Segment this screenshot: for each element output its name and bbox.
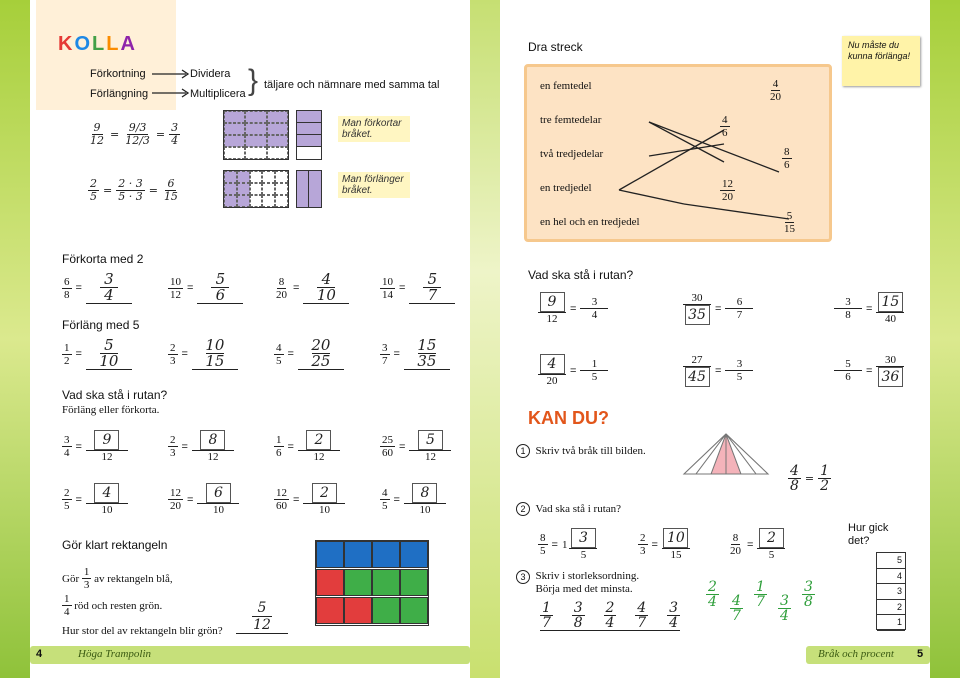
order-answer-fraction[interactable]: $\frac{1}{7}$ <box>756 579 765 610</box>
target-fraction: $\frac{12}{20}$ <box>722 178 733 203</box>
ladder-step[interactable]: 1 <box>877 615 905 631</box>
forkorta-item: $\frac{6}{8}$ = 3 4 <box>62 272 132 304</box>
fraction-part: 8 <box>845 309 851 321</box>
kolla-grid-4 <box>296 170 322 208</box>
rektangel-cell[interactable] <box>372 569 400 596</box>
rutan-right-item: $\frac{30}{35}$ = $\frac{6}{7}$ <box>683 292 753 325</box>
kolla-rule: täljare och nämnare med samma tal <box>264 79 440 91</box>
brace: } <box>248 64 259 97</box>
fraction-part: 6 <box>845 371 851 383</box>
answer-box[interactable]: 9 <box>540 292 565 312</box>
answer-fraction[interactable]: $\frac{2}{10}$ <box>303 483 345 516</box>
answer-fraction[interactable]: $\frac{6}{10}$ <box>197 483 239 516</box>
ladder-step[interactable]: 4 <box>877 569 905 585</box>
answer-fraction[interactable]: 4 10 <box>303 272 349 304</box>
answer-fraction[interactable]: 20 25 <box>298 338 344 370</box>
rutan-right-heading: Vad ska stå i rutan? <box>528 268 634 282</box>
kolla-example-forlang: $\frac{2}{5}$ = $\frac{2 \cdot 3}{5 \cdot 3}$ = $\frac{6}{15}$ <box>90 177 178 203</box>
order-answer-fraction[interactable]: $\frac{2}{4}$ <box>708 579 717 610</box>
rutan-right-item: $\frac{9}{12}$ = $\frac{3}{4}$ <box>538 292 608 325</box>
given-fraction: $\frac{8}{5}$ <box>540 532 546 557</box>
forkortning-label: Förkortning <box>90 68 146 80</box>
page-number-right: 5 <box>917 648 924 660</box>
answer-fraction[interactable]: $\frac{2}{5}$ <box>757 528 785 561</box>
fraction <box>876 354 904 387</box>
order-fraction: $\frac{4}{7}$ <box>637 600 647 631</box>
answer-fraction[interactable]: $\frac{8}{12}$ <box>192 430 234 463</box>
given-fraction: $\frac{12}{60}$ <box>276 487 287 512</box>
kolla-grid-3 <box>223 170 289 208</box>
given-fraction: $\frac{3}{4}$ <box>64 434 70 459</box>
fraction-part: 3 <box>845 296 851 308</box>
answer-fraction[interactable]: $\frac{5}{12}$ <box>409 430 451 463</box>
fraction <box>580 296 608 321</box>
given-fraction: $\frac{2}{3}$ <box>170 341 176 367</box>
whole-number: 1 <box>561 538 568 551</box>
rutan-right-item: $\frac{3}{8}$ = $\frac{15}{40}$ <box>834 292 904 325</box>
rektangel-instructions: Gör $\frac{1}{3}$ av rektangeln blå, $\frac{1}{4}$ röd och resten grön. Hur stor del av rektangeln blir grön? <box>62 566 223 637</box>
rektangel-cell[interactable] <box>316 541 344 568</box>
answer-box[interactable]: 4 <box>540 354 565 374</box>
fraction-part: 30 <box>691 292 703 304</box>
forkorta-heading: Förkorta med 2 <box>62 252 144 266</box>
sticky-note: Nu måste du kunna förlänga! <box>842 36 920 86</box>
rektangel-cell[interactable] <box>344 597 372 624</box>
fraction-part: 5 <box>845 358 851 370</box>
given-fraction: $\frac{2}{5}$ <box>64 487 70 512</box>
right-page-margin <box>930 0 960 678</box>
forlang-item: $\frac{4}{5}$ = 20 25 <box>274 338 344 370</box>
rutan-left-row-1 <box>62 430 462 463</box>
kolla-grid-2 <box>296 110 322 160</box>
book-title: Höga Trampolin <box>78 648 152 660</box>
fraction <box>725 358 753 383</box>
rutan-item: $\frac{1}{6}$ = $\frac{2}{12}$ <box>274 430 340 463</box>
answer-box[interactable]: 36 <box>878 367 903 387</box>
fraction-part: 4 <box>591 309 598 321</box>
kandu-q3-fracs <box>540 601 680 631</box>
rektangel-cell[interactable] <box>316 597 344 624</box>
given-fraction: $\frac{8}{20}$ <box>730 532 741 557</box>
rutan-item: $\frac{12}{60}$ = $\frac{2}{10}$ <box>274 483 345 516</box>
answer-fraction[interactable]: 15 35 <box>404 338 450 370</box>
match-target[interactable] <box>720 114 730 139</box>
rutan-right-grid <box>538 292 918 392</box>
rutan-left-row-2 <box>62 483 462 516</box>
fraction-part: 7 <box>736 309 743 321</box>
answer-fraction[interactable]: 5 10 <box>86 338 132 370</box>
fraction-part: 12 <box>546 313 558 325</box>
fraction-part: 5 <box>736 371 743 383</box>
fraction-part: 30 <box>884 354 896 366</box>
forkorta-item: $\frac{10}{14}$ = 5 7 <box>380 272 455 304</box>
order-fraction: $\frac{2}{4}$ <box>605 600 615 631</box>
answer-fraction[interactable]: 3 4 <box>86 272 132 304</box>
fraction-part: 5 <box>591 371 598 383</box>
fraction-part: 27 <box>691 354 703 366</box>
rektangel-grid[interactable] <box>315 540 429 626</box>
answer-fraction[interactable]: $\frac{9}{12}$ <box>86 430 128 463</box>
forlang-item: $\frac{3}{7}$ = 15 35 <box>380 338 450 370</box>
rutan-left-sub: Förläng eller förkorta. <box>62 404 160 416</box>
given-fraction: $\frac{3}{7}$ <box>382 341 388 367</box>
kolla-title: KOLLA <box>58 33 137 55</box>
dra-streck-fracs <box>720 74 820 234</box>
answer-fraction[interactable]: 5 7 <box>409 272 455 304</box>
ladder-step[interactable]: 2 <box>877 600 905 616</box>
kandu-q2-item: $\frac{8}{20}$ = $\frac{2}{5}$ <box>728 528 785 561</box>
fraction <box>580 358 608 383</box>
fan-diagram <box>676 428 776 478</box>
ladder-step[interactable]: 5 <box>877 553 905 569</box>
kandu-q3-answer <box>706 579 826 624</box>
page-number-left: 4 <box>36 648 43 660</box>
rutan-right-item: $\frac{4}{20}$ = $\frac{1}{5}$ <box>538 354 608 387</box>
answer-fraction[interactable]: $\frac{10}{15}$ <box>662 528 690 561</box>
rutan-item: $\frac{25}{60}$ = $\frac{5}{12}$ <box>380 430 451 463</box>
match-item[interactable]: två tredjedelar <box>540 148 604 160</box>
rektangel-cell[interactable] <box>372 597 400 624</box>
kandu-q1-answer: $\frac{4}{8}$ = $\frac{1}{2}$ <box>790 463 830 494</box>
rutan-right-item: $\frac{5}{6}$ = $\frac{30}{36}$ <box>834 354 904 387</box>
match-target[interactable] <box>768 78 783 103</box>
order-answer-fraction[interactable]: $\frac{4}{7}$ <box>732 593 741 624</box>
forkorta-item: $\frac{10}{12}$ = 5 6 <box>168 272 243 304</box>
match-target[interactable] <box>782 210 797 235</box>
dividera-label: Dividera <box>190 68 231 80</box>
forkorta-item: $\frac{8}{20}$ = 4 10 <box>274 272 349 304</box>
given-fraction: $\frac{1}{2}$ <box>64 341 70 367</box>
fraction-part: 3 <box>736 358 743 370</box>
target-fraction: $\frac{4}{6}$ <box>722 114 728 139</box>
answer-box[interactable]: 15 <box>878 292 903 312</box>
match-target[interactable] <box>720 178 735 203</box>
hur-gick-det: Hur gick det? <box>848 522 889 547</box>
rektangel-cell[interactable] <box>372 541 400 568</box>
fraction-part: 6 <box>736 296 743 308</box>
fraction-part: 20 <box>546 375 558 387</box>
page-gutter <box>470 0 500 678</box>
left-page-margin <box>0 0 30 678</box>
given-fraction: $\frac{2}{3}$ <box>170 434 176 459</box>
given-fraction: $\frac{1}{6}$ <box>276 434 282 459</box>
rektangel-cell[interactable] <box>344 569 372 596</box>
answer-fraction[interactable]: $\frac{4}{10}$ <box>86 483 128 516</box>
match-target[interactable] <box>782 146 792 171</box>
given-fraction: $\frac{10}{12}$ <box>170 275 181 301</box>
kandu-title: KAN DU? <box>528 408 609 428</box>
given-fraction: $\frac{2}{3}$ <box>640 532 646 557</box>
match-item[interactable]: en femtedel <box>540 80 592 92</box>
forkorta-row <box>62 272 462 302</box>
answer-box[interactable]: 35 <box>685 305 710 325</box>
kandu-q3: 3 Skriv i storleksordning. Börja med det minsta. <box>516 570 639 596</box>
fraction <box>834 296 862 321</box>
given-fraction: $\frac{12}{20}$ <box>170 487 181 512</box>
answer-box[interactable]: 45 <box>685 367 710 387</box>
kandu-q2-item: $\frac{2}{3}$ = $\frac{10}{15}$ <box>638 528 690 561</box>
dra-streck-heading: Dra streck <box>528 40 583 54</box>
forlang-heading: Förläng med 5 <box>62 318 140 332</box>
fraction <box>876 292 904 325</box>
forlangning-label: Förlängning <box>90 88 149 100</box>
match-item[interactable]: en tredjedel <box>540 182 592 194</box>
rutan-left-heading: Vad ska stå i rutan? <box>62 388 168 402</box>
forlang-item: $\frac{2}{3}$ = 10 15 <box>168 338 238 370</box>
rutan-item: $\frac{2}{3}$ = $\frac{8}{12}$ <box>168 430 234 463</box>
given-fraction: $\frac{4}{5}$ <box>276 341 282 367</box>
fraction <box>538 292 566 325</box>
fraction <box>683 354 711 387</box>
target-fraction: $\frac{5}{15}$ <box>784 210 795 235</box>
order-answer-fraction[interactable]: $\frac{3}{8}$ <box>804 579 813 610</box>
rektangel-heading: Gör klart rektangeln <box>62 538 168 552</box>
given-fraction: $\frac{4}{5}$ <box>382 487 388 512</box>
answer-fraction[interactable]: $\frac{3}{5}$ <box>569 528 597 561</box>
fraction <box>725 296 753 321</box>
target-fraction: $\frac{4}{20}$ <box>770 78 781 103</box>
ladder-step[interactable]: 3 <box>877 584 905 600</box>
rutan-item: $\frac{12}{20}$ = $\frac{6}{10}$ <box>168 483 239 516</box>
given-fraction: $\frac{8}{20}$ <box>276 275 287 301</box>
given-fraction: $\frac{10}{14}$ <box>382 275 393 301</box>
kolla-note-1: Man förkortar bråket. <box>338 116 410 142</box>
kolla-example-forkorta: $\frac{9}{12}$ = $\frac{9/3}{12/3}$ = $\frac{3}{4}$ <box>90 121 179 147</box>
chapter-title: Bråk och procent <box>818 648 894 660</box>
answer-fraction[interactable]: $\frac{8}{10}$ <box>404 483 446 516</box>
fraction-part: 40 <box>884 313 896 325</box>
given-fraction: $\frac{6}{8}$ <box>64 275 70 301</box>
order-fraction: $\frac{3}{4}$ <box>669 600 678 631</box>
kandu-q2-row <box>538 528 838 560</box>
fraction <box>538 354 566 387</box>
forlang-item: $\frac{1}{2}$ = 5 10 <box>62 338 132 370</box>
kolla-note-2: Man förlänger bråket. <box>338 172 410 198</box>
fraction-part: 3 <box>591 296 598 308</box>
target-fraction: $\frac{8}{6}$ <box>784 146 790 171</box>
order-fraction: $\frac{1}{7}$ <box>542 600 551 631</box>
kandu-q2-item: $\frac{8}{5}$ = 1 $\frac{3}{5}$ <box>538 528 597 561</box>
rektangel-cell[interactable] <box>400 597 428 624</box>
rutan-item: $\frac{3}{4}$ = $\frac{9}{12}$ <box>62 430 128 463</box>
answer-fraction[interactable]: 10 15 <box>192 338 238 370</box>
rutan-right-item: $\frac{27}{45}$ = $\frac{3}{5}$ <box>683 354 753 387</box>
fraction-part: 1 <box>591 358 598 370</box>
progress-ladder[interactable] <box>876 552 906 630</box>
match-item[interactable]: en hel och en tredjedel <box>540 216 640 228</box>
match-item[interactable]: tre femtedelar <box>540 114 602 126</box>
fraction <box>683 292 711 325</box>
rutan-item: $\frac{4}{5}$ = $\frac{8}{10}$ <box>380 483 446 516</box>
answer-fraction[interactable]: $\frac{2}{12}$ <box>298 430 340 463</box>
order-fraction: $\frac{3}{8}$ <box>573 600 583 631</box>
rektangel-cell[interactable] <box>400 541 428 568</box>
rektangel-cell[interactable] <box>344 541 372 568</box>
kolla-grid-1 <box>223 110 289 160</box>
rektangel-cell[interactable] <box>316 569 344 596</box>
rektangel-cell[interactable] <box>400 569 428 596</box>
answer-fraction[interactable]: 5 6 <box>197 272 243 304</box>
arrows <box>150 66 192 102</box>
order-answer-fraction[interactable]: $\frac{3}{4}$ <box>780 593 789 624</box>
multiplicera-label: Multiplicera <box>190 88 246 100</box>
given-fraction: $\frac{25}{60}$ <box>382 434 393 459</box>
rektangel-answer: 5 12 <box>236 600 288 634</box>
rutan-item: $\frac{2}{5}$ = $\frac{4}{10}$ <box>62 483 128 516</box>
kandu-q1: 1 Skriv två bråk till bilden. <box>516 444 646 458</box>
forlang-row <box>62 338 462 368</box>
kandu-q2: 2 Vad ska stå i rutan? <box>516 502 621 516</box>
fraction <box>834 358 862 383</box>
